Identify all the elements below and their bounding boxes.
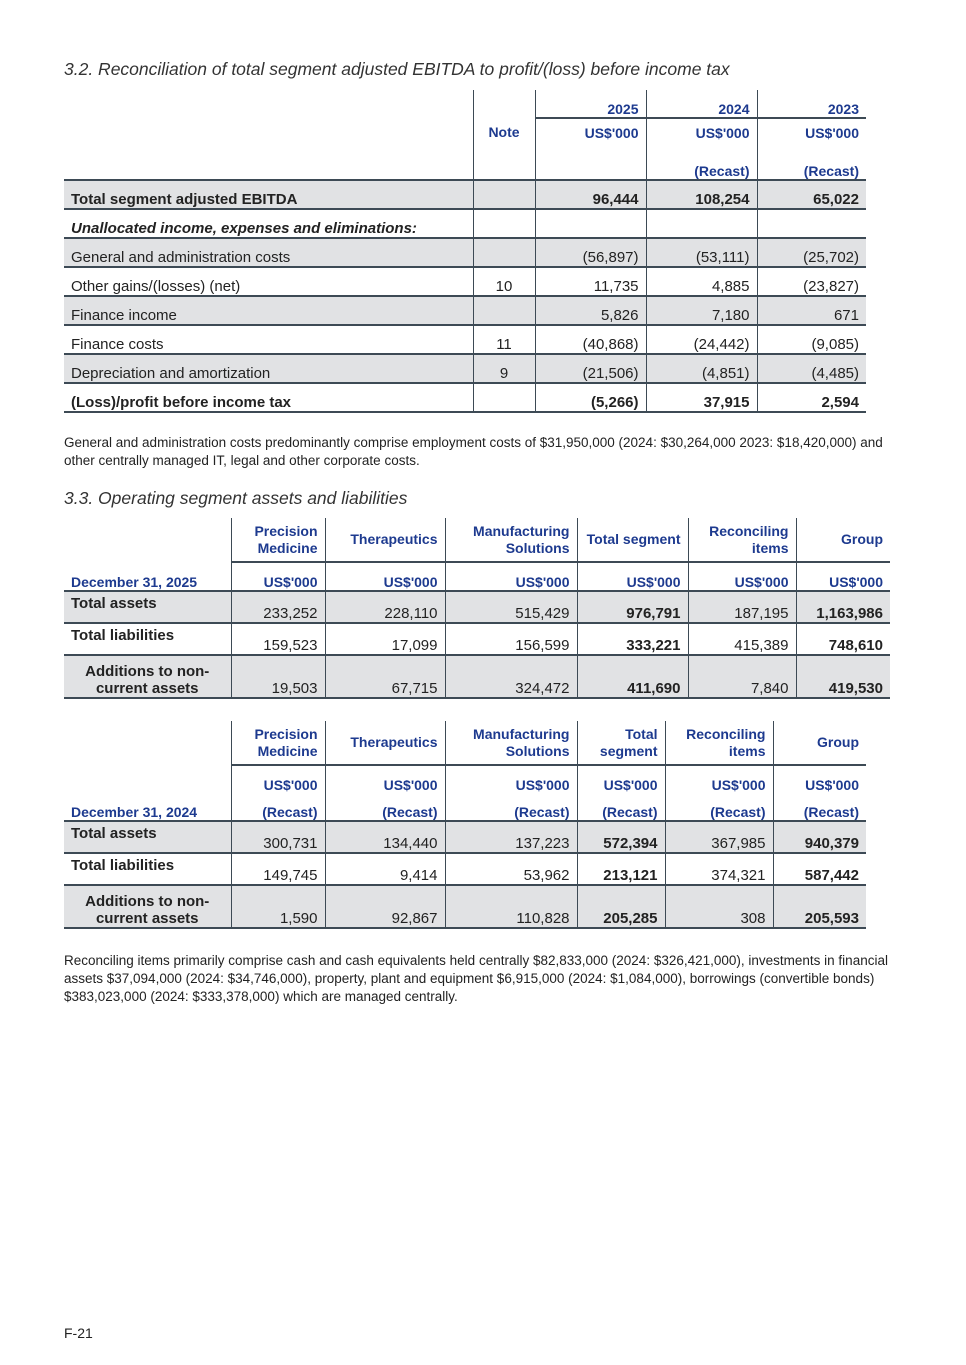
table-row <box>64 209 866 238</box>
value-cell: 367,985 <box>665 821 773 853</box>
recast-label: (Recast) <box>231 793 325 821</box>
recast-label: (Recast) <box>577 793 665 821</box>
value-cell: 137,223 <box>445 821 577 853</box>
value-cell: 2,594 <box>757 383 866 412</box>
unit-header: US$'000 <box>231 562 325 591</box>
note-cell: 10 <box>473 267 535 296</box>
value-cell: 7,180 <box>646 296 757 325</box>
value-cell: 300,731 <box>231 821 325 853</box>
column-header: Manufacturing Solutions <box>445 721 577 765</box>
row-label: Total liabilities <box>64 853 231 885</box>
year-header: 2025 <box>535 90 646 118</box>
header-units <box>64 118 866 152</box>
table-row <box>64 267 866 296</box>
reconciling-items-note: Reconciling items primarily comprise cash and cash equivalents held centrally $82,833,000 (2024: $326,421,000), investments in financial assets $37,094,000 (2024: $34,746,000), property, plant and equipment $6,915,000 (2024: $1,084,000), borrowings (convertible bonds) $383,023,000 (2024: $333,378,000) which are managed centrally. <box>64 953 888 1004</box>
value-cell: (5,266) <box>535 383 646 412</box>
value-cell: 572,394 <box>577 821 665 853</box>
column-header: Manufacturing Solutions <box>445 518 577 562</box>
value-cell: 205,285 <box>577 885 665 928</box>
value-cell: 4,885 <box>646 267 757 296</box>
value-cell: 1,590 <box>231 885 325 928</box>
blank-cell <box>64 518 231 562</box>
value-cell: 53,962 <box>445 853 577 885</box>
value-cell: (56,897) <box>535 238 646 267</box>
table-row <box>64 821 866 853</box>
table-row <box>64 853 866 885</box>
value-cell: (21,506) <box>535 354 646 383</box>
header-columns <box>64 721 866 765</box>
note-cell <box>473 180 535 209</box>
table-row <box>64 591 890 623</box>
note-header: Note <box>473 118 535 152</box>
unit-header: US$'000 <box>773 765 866 793</box>
table-row <box>64 383 866 412</box>
unit-header: US$'000 <box>646 118 757 152</box>
blank-cell <box>64 721 231 765</box>
row-label: Depreciation and amortization <box>64 354 473 383</box>
blank-cell <box>64 152 473 180</box>
note-cell: 11 <box>473 325 535 354</box>
value-cell <box>646 209 757 238</box>
header-units <box>64 562 890 591</box>
value-cell: 19,503 <box>231 655 325 698</box>
unit-header: US$'000 <box>757 118 866 152</box>
unit-header: US$'000 <box>535 118 646 152</box>
blank-cell <box>64 118 473 152</box>
table-row <box>64 296 866 325</box>
header-columns <box>64 518 890 562</box>
section-3-3-heading: 3.3. Operating segment assets and liabilities <box>64 488 408 508</box>
header-units <box>64 765 866 793</box>
value-cell: 411,690 <box>577 655 688 698</box>
value-cell: 748,610 <box>796 623 890 655</box>
recast-label: (Recast) <box>445 793 577 821</box>
value-cell: (4,485) <box>757 354 866 383</box>
unit-header: US$'000 <box>688 562 796 591</box>
section-3-2-heading: 3.2. Reconciliation of total segment adjusted EBITDA to profit/(loss) before income tax <box>64 59 730 79</box>
value-cell: 17,099 <box>325 623 445 655</box>
value-cell: 228,110 <box>325 591 445 623</box>
unit-header: US$'000 <box>231 765 325 793</box>
value-cell <box>757 209 866 238</box>
row-label: Additions to non-current assets <box>64 655 231 698</box>
row-label: Total liabilities <box>64 623 231 655</box>
value-cell: 149,745 <box>231 853 325 885</box>
note-cell <box>473 296 535 325</box>
value-cell: 587,442 <box>773 853 866 885</box>
value-cell: 159,523 <box>231 623 325 655</box>
value-cell: 96,444 <box>535 180 646 209</box>
value-cell: 9,414 <box>325 853 445 885</box>
row-label: Total assets <box>64 591 231 623</box>
value-cell: 67,715 <box>325 655 445 698</box>
value-cell: 308 <box>665 885 773 928</box>
table-row <box>64 623 890 655</box>
note-cell <box>473 238 535 267</box>
recast-label: (Recast) <box>665 793 773 821</box>
column-header: Therapeutics <box>325 518 445 562</box>
value-cell: 333,221 <box>577 623 688 655</box>
row-label: Finance income <box>64 296 473 325</box>
value-cell: 108,254 <box>646 180 757 209</box>
unit-header: US$'000 <box>577 765 665 793</box>
value-cell: (9,085) <box>757 325 866 354</box>
value-cell: 205,593 <box>773 885 866 928</box>
value-cell: (24,442) <box>646 325 757 354</box>
value-cell: 110,828 <box>445 885 577 928</box>
row-label: Finance costs <box>64 325 473 354</box>
ebitda-reconciliation-table <box>64 90 866 413</box>
value-cell: 233,252 <box>231 591 325 623</box>
recast-label: (Recast) <box>646 152 757 180</box>
header-recast <box>64 152 866 180</box>
value-cell: 415,389 <box>688 623 796 655</box>
value-cell: 374,321 <box>665 853 773 885</box>
note-blank <box>473 152 535 180</box>
value-cell: (25,702) <box>757 238 866 267</box>
value-cell: 671 <box>757 296 866 325</box>
ga-costs-note: General and administration costs predominantly comprise employment costs of $31,950,000 (2024: $30,264,000 2023: $18,420,000) and other centrally managed IT, legal and other corporate costs. <box>64 435 883 468</box>
recast-label: (Recast) <box>773 793 866 821</box>
year-header: 2023 <box>757 90 866 118</box>
table-row <box>64 655 890 698</box>
column-header: Precision Medicine <box>231 721 325 765</box>
value-cell: 213,121 <box>577 853 665 885</box>
recast-label: (Recast) <box>757 152 866 180</box>
page-number: F-21 <box>64 1325 93 1341</box>
column-header: Therapeutics <box>325 721 445 765</box>
column-header: Reconciling items <box>665 721 773 765</box>
row-label: Additions to non-current assets <box>64 885 231 928</box>
value-cell: (4,851) <box>646 354 757 383</box>
column-header: Total segment <box>577 721 665 765</box>
note-cell <box>473 383 535 412</box>
value-cell: 515,429 <box>445 591 577 623</box>
date-header: December 31, 2024 <box>64 793 231 821</box>
column-header: Total segment <box>577 518 688 562</box>
segment-table-2025 <box>64 518 890 699</box>
note-cell <box>473 209 535 238</box>
table-row <box>64 885 866 928</box>
note-cell: 9 <box>473 354 535 383</box>
value-cell: 940,379 <box>773 821 866 853</box>
value-cell: 419,530 <box>796 655 890 698</box>
segment-table-2024 <box>64 721 866 929</box>
value-cell: 37,915 <box>646 383 757 412</box>
table-row <box>64 238 866 267</box>
unit-header: US$'000 <box>325 562 445 591</box>
column-header: Reconciling items <box>688 518 796 562</box>
header-years <box>64 90 866 118</box>
value-cell: 7,840 <box>688 655 796 698</box>
value-cell: 11,735 <box>535 267 646 296</box>
value-cell: (53,111) <box>646 238 757 267</box>
row-label: General and administration costs <box>64 238 473 267</box>
value-cell: (23,827) <box>757 267 866 296</box>
blank-cell <box>64 90 473 118</box>
table-row <box>64 325 866 354</box>
header-recast <box>64 793 866 821</box>
recast-label: (Recast) <box>325 793 445 821</box>
value-cell: 187,195 <box>688 591 796 623</box>
note-blank <box>473 90 535 118</box>
unit-header: US$'000 <box>445 765 577 793</box>
value-cell: 156,599 <box>445 623 577 655</box>
unit-header: US$'000 <box>445 562 577 591</box>
value-cell <box>535 209 646 238</box>
year-header: 2024 <box>646 90 757 118</box>
value-cell: 92,867 <box>325 885 445 928</box>
column-header: Group <box>773 721 866 765</box>
value-cell: (40,868) <box>535 325 646 354</box>
row-label: Total assets <box>64 821 231 853</box>
blank-cell <box>535 152 646 180</box>
table-row <box>64 354 866 383</box>
row-label: (Loss)/profit before income tax <box>64 383 473 412</box>
blank-cell <box>64 765 231 793</box>
row-label: Other gains/(losses) (net) <box>64 267 473 296</box>
unit-header: US$'000 <box>325 765 445 793</box>
row-label: Unallocated income, expenses and eliminations: <box>64 209 473 238</box>
unit-header: US$'000 <box>665 765 773 793</box>
column-header: Precision Medicine <box>231 518 325 562</box>
row-label: Total segment adjusted EBITDA <box>64 180 473 209</box>
date-header: December 31, 2025 <box>64 562 231 591</box>
unit-header: US$'000 <box>577 562 688 591</box>
value-cell: 1,163,986 <box>796 591 890 623</box>
value-cell: 5,826 <box>535 296 646 325</box>
value-cell: 324,472 <box>445 655 577 698</box>
value-cell: 134,440 <box>325 821 445 853</box>
unit-header: US$'000 <box>796 562 890 591</box>
column-header: Group <box>796 518 890 562</box>
value-cell: 65,022 <box>757 180 866 209</box>
value-cell: 976,791 <box>577 591 688 623</box>
table-row <box>64 180 866 209</box>
